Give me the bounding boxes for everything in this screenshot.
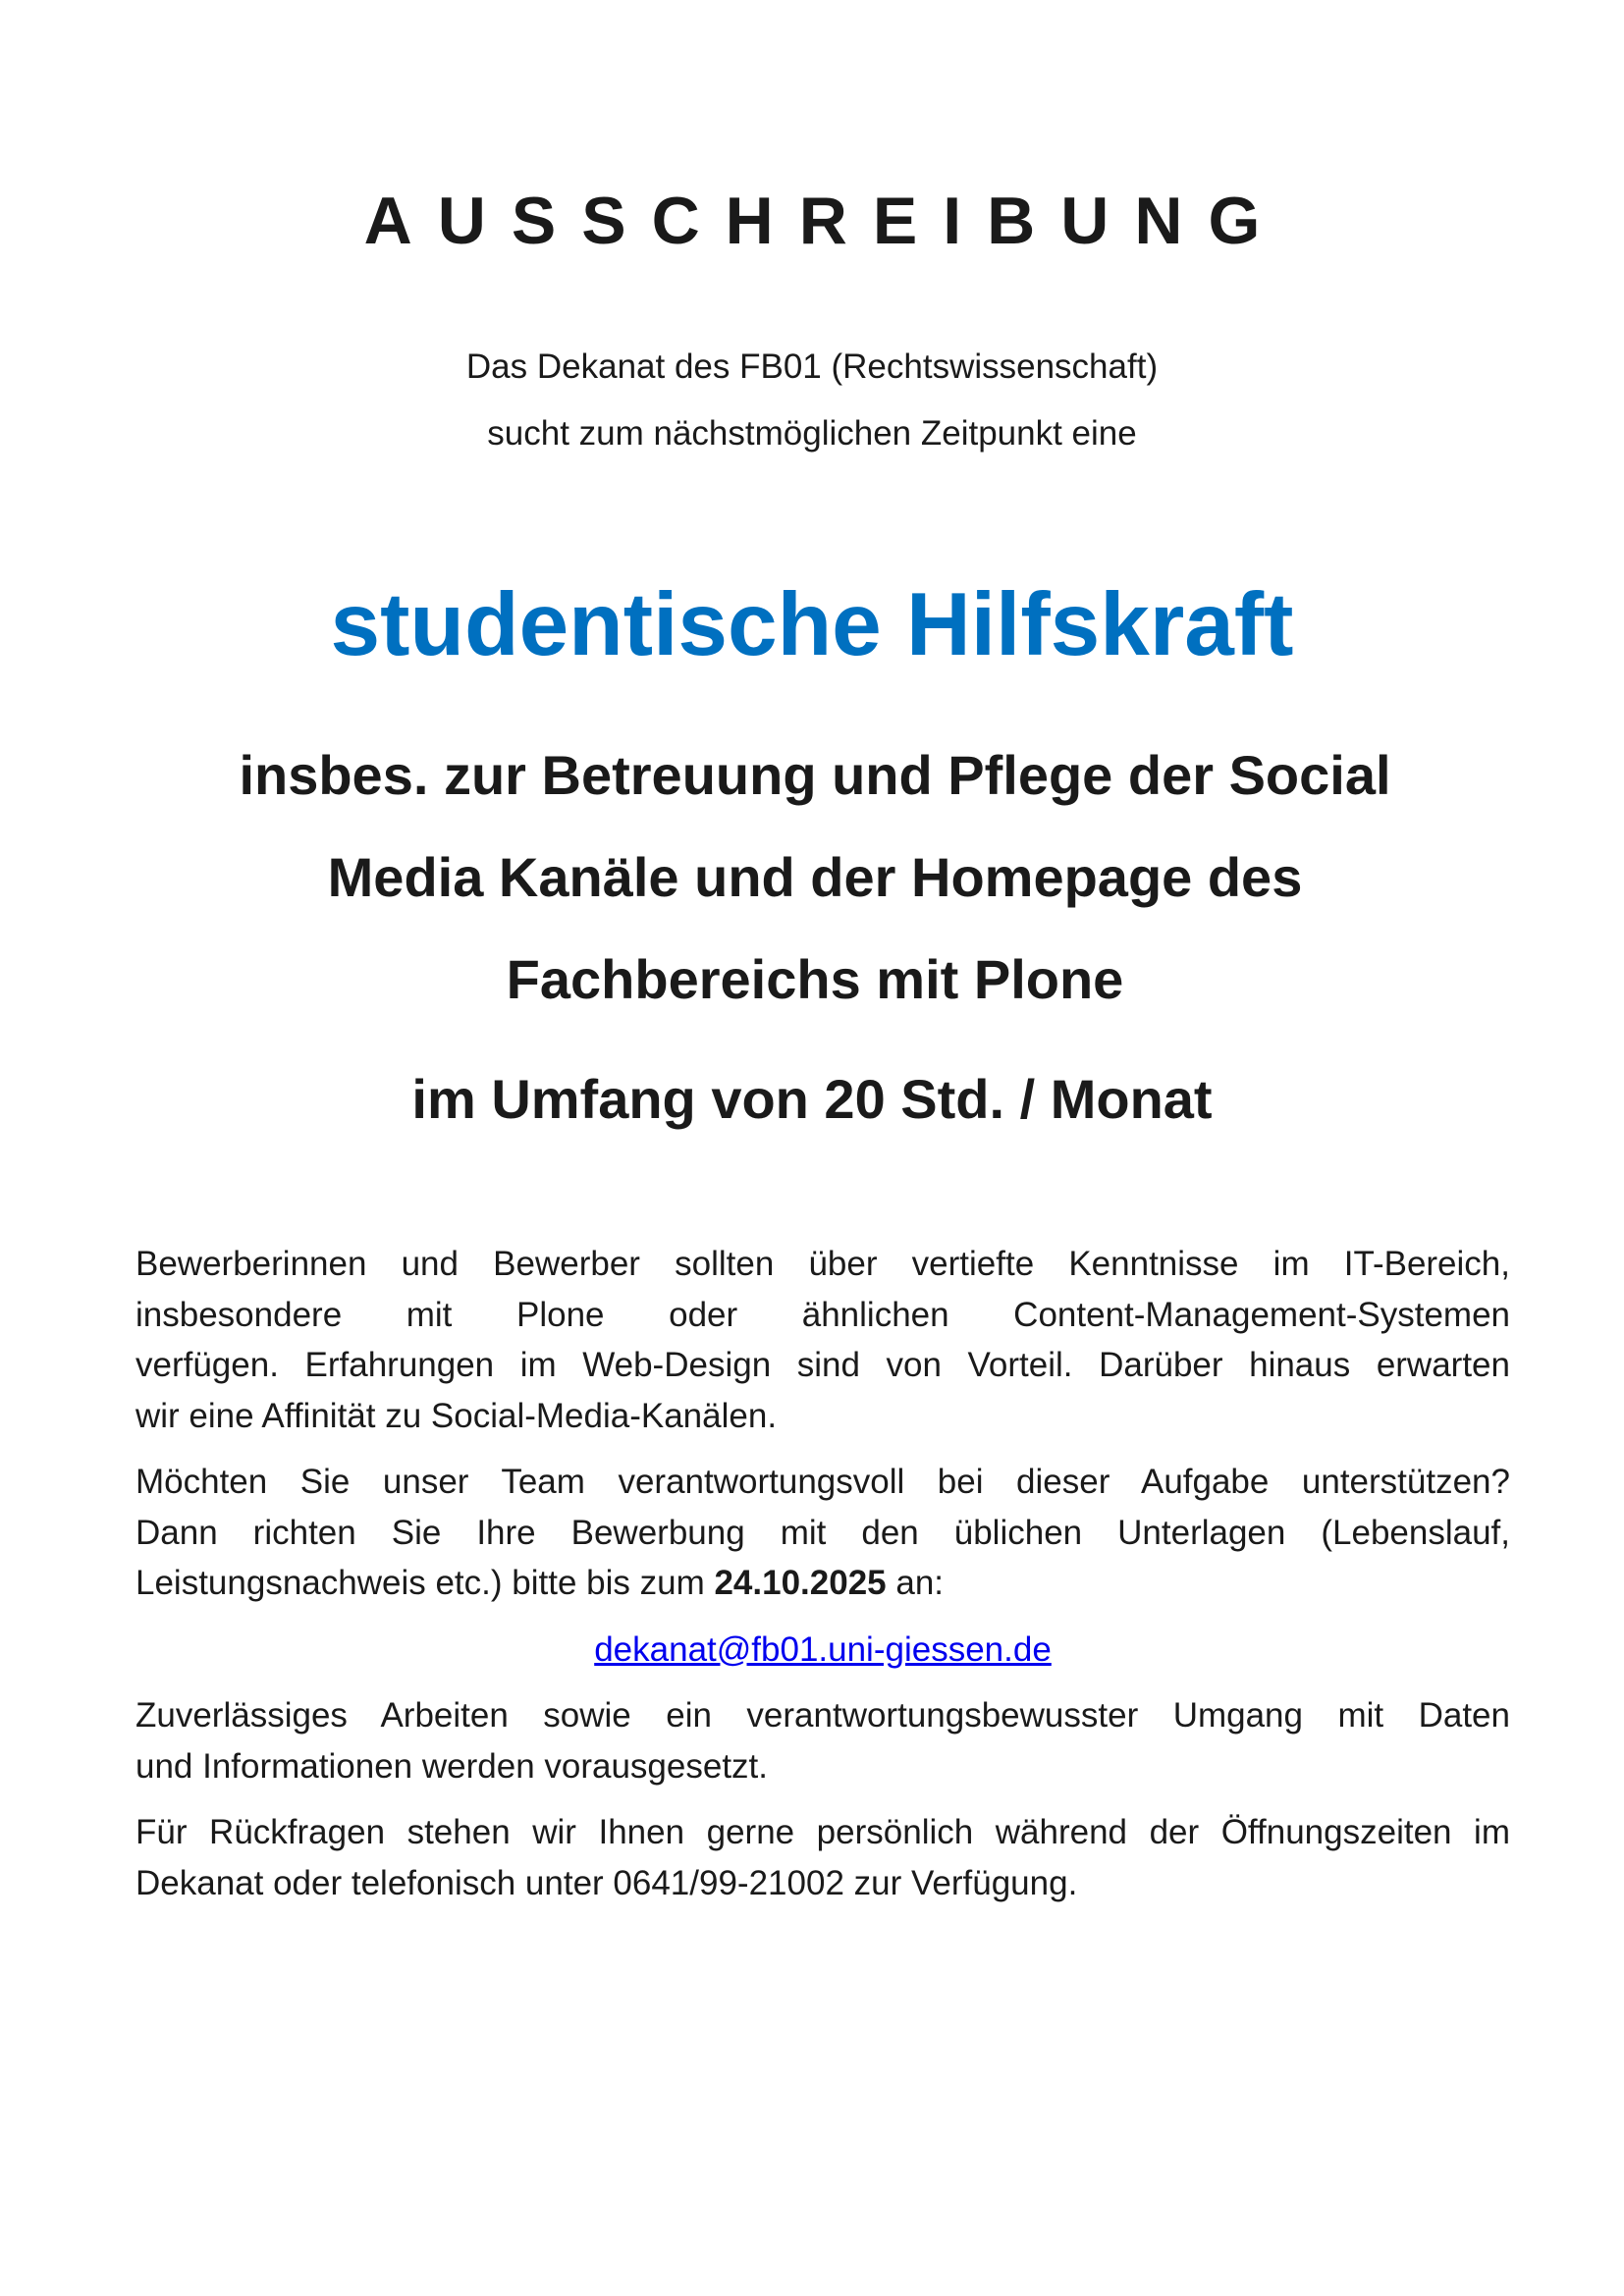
email-link[interactable]: dekanat@fb01.uni-giessen.de — [594, 1629, 1052, 1669]
intro-line: Das Dekanat des FB01 (Rechtswissenschaft) — [465, 347, 1159, 386]
requirements-paragraph — [135, 1239, 1510, 1441]
paragraph-line — [135, 1558, 1510, 1609]
working-hours: im Umfang von 20 Std. / Monat — [411, 1068, 1213, 1130]
position-description — [128, 724, 1502, 1031]
paragraph-line: verfügen. Erfahrungen im Web-Design sind von Vorteil. Darüber hinaus erwarten — [135, 1346, 1510, 1384]
intro-line: sucht zum nächstmöglichen Zeitpunkt eine — [487, 414, 1137, 453]
paragraph-line: Dekanat oder telefonisch unter 0641/99-21002 zur Verfügung. — [135, 1863, 1078, 1902]
body-text — [135, 1239, 1510, 1924]
paragraph-line: Für Rückfragen stehen wir Ihnen gerne persönlich während der Öffnungszeiten im — [135, 1813, 1510, 1851]
expectations-paragraph — [135, 1690, 1510, 1791]
application-paragraph — [135, 1457, 1510, 1609]
position-title: studentische Hilfskraft — [330, 575, 1294, 674]
paragraph-line: wir eine Affinität zu Social-Media-Kanälen. — [135, 1396, 778, 1435]
contact-paragraph — [135, 1807, 1510, 1908]
paragraph-line: Dann richten Sie Ihre Bewerbung mit den üblichen Unterlagen (Lebenslauf, — [135, 1513, 1510, 1552]
intro-text — [0, 334, 1624, 467]
deadline-suffix: an: — [886, 1564, 945, 1602]
page-title: AUSSCHREIBUNG — [363, 184, 1286, 258]
application-deadline: 24.10.2025 — [714, 1564, 887, 1602]
paragraph-line: Bewerberinnen und Bewerber sollten über vertiefte Kenntnisse im IT-Bereich, — [135, 1245, 1510, 1283]
deadline-prefix: Leistungsnachweis etc.) bitte bis zum — [135, 1564, 715, 1602]
paragraph-line: und Informationen werden vorausgesetzt. — [135, 1746, 768, 1786]
paragraph-line: Möchten Sie unser Team verantwortungsvoll bei dieser Aufgabe unterstützen? — [135, 1463, 1510, 1501]
description-line: Media Kanäle und der Homepage des — [327, 846, 1303, 908]
description-line: Fachbereichs mit Plone — [506, 948, 1124, 1010]
paragraph-line: insbesondere mit Plone oder ähnlichen Content-Management-Systemen — [135, 1295, 1510, 1334]
description-line: insbes. zur Betreuung und Pflege der Social — [239, 744, 1391, 806]
email-container — [135, 1625, 1510, 1676]
paragraph-line: Zuverlässiges Arbeiten sowie ein verantwortungsbewusster Umgang mit Daten — [135, 1696, 1510, 1735]
